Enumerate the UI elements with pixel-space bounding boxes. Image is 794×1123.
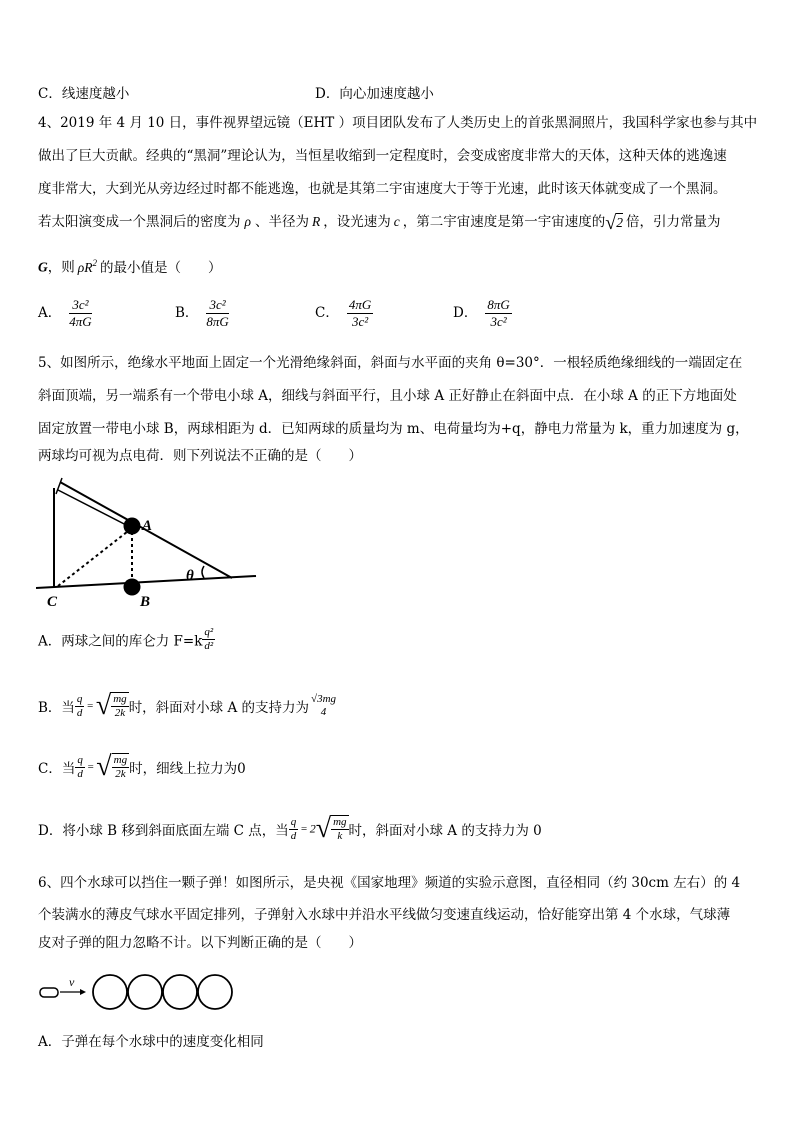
q6-option-a[interactable]: A．子弹在每个水球中的速度变化相同 xyxy=(38,1034,264,1050)
string-line xyxy=(58,490,132,528)
water-balloon-4 xyxy=(198,975,232,1009)
q4-option-b[interactable] xyxy=(175,297,229,330)
ball-a xyxy=(124,518,141,535)
q4-line4-c: ，设光速为 xyxy=(323,214,391,231)
q-over-d: $\frac{q}{d}$ xyxy=(290,815,297,842)
equals-sign: = xyxy=(300,823,308,835)
option-label: C． xyxy=(315,305,339,321)
q4-line5-a: ，则 xyxy=(47,259,75,276)
q4-line5 xyxy=(38,254,221,277)
angle-arc xyxy=(202,566,204,578)
q4-option-c[interactable] xyxy=(315,297,373,330)
ball-b xyxy=(124,579,141,596)
q4-line5-b: 的最小值是（ ） xyxy=(99,259,222,276)
q-over-d: $\frac{q}{d}$ xyxy=(76,692,83,719)
q-over-d: $\frac{q}{d}$ xyxy=(77,753,83,780)
q4-line3: 度非常大，大到光从旁边经过时都不能逃逸，也就是其第二宇宙速度大于等于光速，此时该天体就变成了一个黑洞。 xyxy=(38,181,727,197)
water-balloon-2 xyxy=(128,975,162,1009)
q5-option-c[interactable] xyxy=(38,751,246,783)
option-c-pre: C．当 xyxy=(38,761,76,777)
dotted-line-c-a xyxy=(58,528,132,586)
q4-line1: 4、2019 年 4 月 10 日，事件视界望远镜（EHT ）项目团队发布了人类历史上的首张黑洞照片，我国科学家也参与其中 xyxy=(38,115,758,131)
water-balloon-figure xyxy=(36,966,242,1014)
equals-sign: = xyxy=(86,761,95,773)
q4-option-d[interactable] xyxy=(453,297,512,330)
q5-line1: 5、如图所示，绝缘水平地面上固定一个光滑绝缘斜面，斜面与水平面的夹角 θ=30°．一根轻质绝缘细线的一端固定在 xyxy=(38,355,743,371)
sqrt-mg-k: √ $\frac{mg}{k}$ xyxy=(315,813,347,844)
q4-option-a[interactable] xyxy=(38,297,92,330)
exponent: 2 xyxy=(92,258,97,268)
label-a: A xyxy=(142,518,153,534)
q4-line4-a: 若太阳演变成一个黑洞后的密度为 xyxy=(38,214,241,231)
option-d-mid: 时，斜面对小球 A 的支持力为 0 xyxy=(348,823,542,839)
velocity-arrow-head xyxy=(80,989,86,995)
q5-option-a[interactable] xyxy=(38,626,215,653)
q4-line4 xyxy=(38,213,720,232)
q4-line4-d: ，第二宇宙速度是第一宇宙速度的 xyxy=(402,214,606,231)
light-speed-symbol: c xyxy=(393,214,400,230)
sqrt-two: √2 xyxy=(605,211,623,234)
option-a-text: A．两球之间的库仑力 F=k xyxy=(38,633,203,650)
q4-line2: 做出了巨大贡献。经典的“黑洞”理论认为，当恒星收缩到一定程度时，会变成密度非常大的天体，这种天体的逃逸速 xyxy=(38,148,727,164)
option-label: D． xyxy=(453,305,478,321)
option-fraction: $\frac{\text{3c²}}{4\pi G}$ xyxy=(69,297,92,329)
option-fraction: $\frac{8\pi G}{\text{3c²}}$ xyxy=(487,297,510,329)
q5-line4: 两球均可视为点电荷．则下列说法不正确的是（ ） xyxy=(38,448,362,464)
label-b: B xyxy=(140,594,151,610)
radius-symbol: R xyxy=(311,214,321,230)
sqrt-mg-2k: √ $\frac{mg}{2k}$ xyxy=(96,751,128,782)
gravity-const-symbol: G xyxy=(38,259,48,275)
option-c-mid: 时，细线上拉力为0 xyxy=(129,761,246,777)
option-c-prev: C．线速度越小 xyxy=(38,86,130,102)
q5-option-b[interactable] xyxy=(38,690,338,722)
equals-sign: = xyxy=(86,700,94,712)
option-b-mid: 时，斜面对小球 A 的支持力为 xyxy=(128,700,310,716)
label-theta: θ xyxy=(186,568,194,584)
bullet-shape xyxy=(40,988,58,997)
option-d-prev: D．向心加速度越小 xyxy=(315,86,434,102)
q6-line2: 个装满水的薄皮气球水平固定排列，子弹射入水球中并沿水平线做匀变速直线运动，恰好能穿出第 4 个水球，气球薄 xyxy=(38,907,731,923)
option-fraction: $\frac{4\pi G}{\text{3c²}}$ xyxy=(348,297,372,329)
incline-figure xyxy=(36,476,260,612)
q5-line2: 斜面顶端，另一端系有一个带电小球 A，细线与斜面平行，且小球 A 正好静止在斜面中点．在小球 A 的正下方地面处 xyxy=(38,388,737,404)
rho-r-expr: ρR xyxy=(77,259,93,275)
option-fraction: $\frac{\text{3c²}}{8\pi G}$ xyxy=(206,297,229,329)
option-b-pre: B．当 xyxy=(38,700,75,716)
support-force-fraction: √3mg 4 xyxy=(311,693,337,718)
q6-line1: 6、四个水球可以挡住一颗子弹！如图所示，是央视《国家地理》频道的实验示意图，直径相同（约 30cm 左右）的 4 xyxy=(38,875,741,891)
water-balloon-1 xyxy=(93,975,127,1009)
q6-line3: 皮对子弹的阻力忽略不计。以下判断正确的是（ ） xyxy=(38,935,362,951)
coefficient-two: 2 xyxy=(309,821,316,836)
rho-symbol: ρ xyxy=(244,214,251,230)
option-label: B． xyxy=(175,305,199,321)
q4-line4-b: 、半径为 xyxy=(254,214,309,231)
label-c: C xyxy=(47,594,58,610)
q5-line3: 固定放置一带电小球 B，两球相距为 d．已知两球的质量均为 m、电荷量均为+q，静电力常量为 k，重力加速度为 g， xyxy=(38,421,749,437)
option-label: A． xyxy=(38,305,62,321)
sqrt-mg-2k: √ $\frac{mg}{2k}$ xyxy=(95,690,127,721)
q4-line4-e: 倍，引力常量为 xyxy=(625,214,721,231)
option-d-pre: D．将小球 B 移到斜面底面左端 C 点，当 xyxy=(38,823,289,839)
water-balloon-3 xyxy=(163,975,197,1009)
velocity-label: v xyxy=(69,975,75,989)
q5-option-d[interactable] xyxy=(38,813,542,845)
coulomb-fraction: $\frac{\text{q²}}{\text{d²}}$ xyxy=(204,626,214,652)
